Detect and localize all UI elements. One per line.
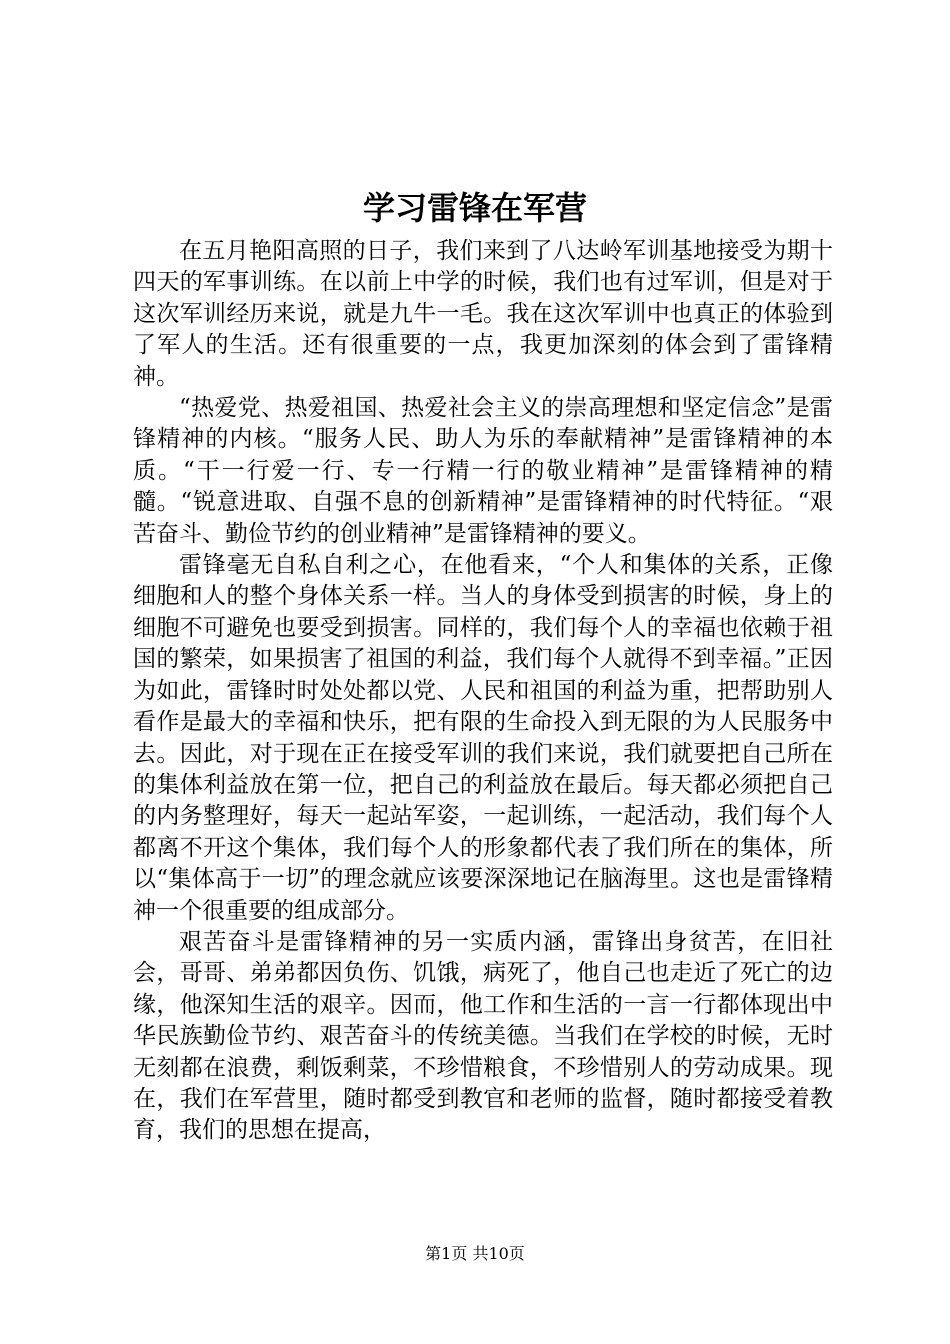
paragraph-2: “热爱党、热爱祖国、热爱社会主义的崇高理想和坚定信念”是雷锋精神的内核。“服务人民、助人为乐的奉献精神”是雷锋精神的本质。“干一行爱一行、专一行精一行的敬业精神”是雷锋精神的精髓。“锐意进取、自强不息的创新精神”是雷锋精神的时代特征。“艰苦奋斗、勤俭节约的创业精神”是雷锋精神的要义。 [133, 395, 833, 547]
paragraph-4: 艰苦奋斗是雷锋精神的另一实质内涵，雷锋出身贫苦，在旧社会，哥哥、弟弟都因负伤、饥饿，病死了，他自己也走近了死亡的边缘，他深知生活的艰辛。因而，他工作和生活的一言一行都体现出中华民族勤俭节约、艰苦奋斗的传统美德。当我们在学校的时候，无时无刻都在浪费，剩饭剩菜，不珍惜粮食，不珍惜别人的劳动成果。现在，我们在军营里，随时都受到教官和老师的监督，随时都接受着教育，我们的思想在提高， [133, 928, 833, 1144]
paragraph-3: 雷锋毫无自私自利之心，在他看来，“个人和集体的关系，正像细胞和人的整个身体关系一样。当人的身体受到损害的时候，身上的细胞不可避免也要受到损害。同样的，我们每个人的幸福也依赖于祖国的繁荣，如果损害了祖国的利益，我们每个人就得不到幸福。”正因为如此，雷锋时时处处都以党、人民和祖国的利益为重，把帮助别人看作是最大的幸福和快乐，把有限的生命投入到无限的为人民服务中去。因此，对于现在正在接受军训的我们来说，我们就要把自己所在的集体利益放在第一位，把自己的利益放在最后。每天都必须把自己的内务整理好，每天一起站军姿，一起训练，一起活动，我们每个人都离不开这个集体，我们每个人的形象都代表了我们所在的集体，所以“集体高于一切”的理念就应该要深深地记在脑海里。这也是雷锋精神一个很重要的组成部分。 [133, 552, 833, 924]
page-footer: 第1页 共10页 [425, 1244, 525, 1263]
paragraph-1: 在五月艳阳高照的日子，我们来到了八达岭军训基地接受为期十四天的军事训练。在以前上中学的时候，我们也有过军训，但是对于这次军训经历来说，就是九牛一毛。我在这次军训中也真正的体验到了军人的生活。还有很重要的一点，我更加深刻的体会到了雷锋精神。 [133, 238, 833, 390]
document-body [133, 236, 833, 1147]
document-title: 学习雷锋在军营 [362, 189, 587, 227]
